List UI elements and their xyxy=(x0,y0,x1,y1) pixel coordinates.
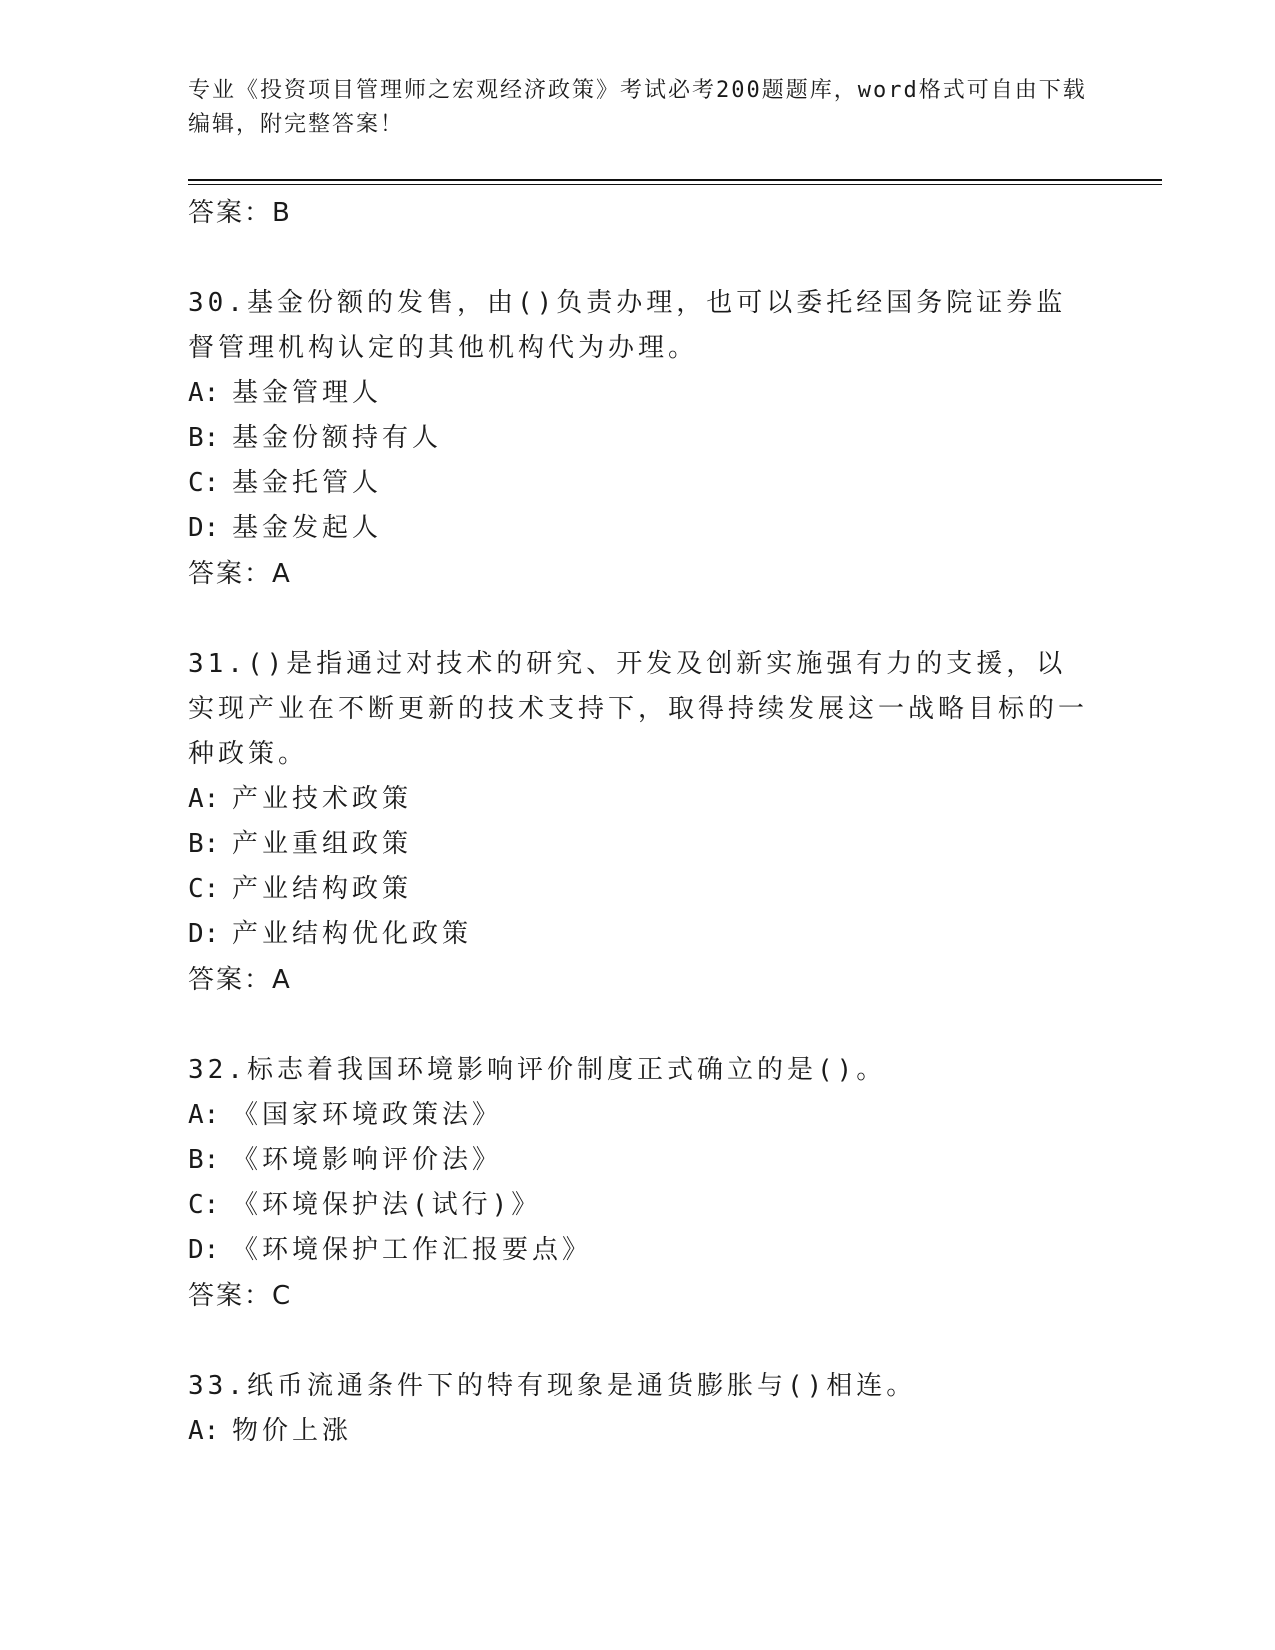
option-text: 《国家环境政策法》 xyxy=(232,1100,503,1130)
option-text: 基金份额持有人 xyxy=(232,423,443,453)
header-divider-thin xyxy=(188,184,1162,185)
option-letter: A: xyxy=(188,1100,220,1130)
option-letter: A: xyxy=(188,378,220,408)
option-d xyxy=(188,1228,1088,1273)
option-text: 产业技术政策 xyxy=(232,784,413,814)
option-b xyxy=(188,822,1088,867)
option-text: 《环境保护法(试行)》 xyxy=(232,1190,542,1220)
option-a xyxy=(188,777,1088,822)
option-text: 物价上涨 xyxy=(232,1416,353,1446)
option-a xyxy=(188,1409,1088,1454)
option-letter: B: xyxy=(188,829,220,859)
option-c xyxy=(188,461,1088,506)
option-letter: D: xyxy=(188,513,220,543)
option-text: 基金管理人 xyxy=(232,378,383,408)
option-text: 基金托管人 xyxy=(232,468,383,498)
option-text: 基金发起人 xyxy=(232,513,383,543)
option-d xyxy=(188,912,1088,957)
question-text: 31.()是指通过对技术的研究、开发及创新实施强有力的支援，以实现产业在不断更新的技术支持下，取得持续发展这一战略目标的一种政策。 xyxy=(188,649,1089,769)
answer-line: 答案：A xyxy=(188,965,292,995)
question-text: 32.标志着我国环境影响评价制度正式确立的是()。 xyxy=(188,1055,887,1085)
question-list xyxy=(188,190,1088,1454)
option-text: 产业重组政策 xyxy=(232,829,413,859)
option-letter: B: xyxy=(188,423,220,453)
question-block xyxy=(188,1048,1088,1319)
option-a xyxy=(188,1093,1088,1138)
option-letter: A: xyxy=(188,1416,220,1446)
option-text: 《环境保护工作汇报要点》 xyxy=(232,1235,593,1265)
option-letter: D: xyxy=(188,1235,220,1265)
header-divider-thick xyxy=(188,179,1162,181)
option-letter: A: xyxy=(188,784,220,814)
question-block xyxy=(188,642,1088,1003)
question-block xyxy=(188,1364,1088,1454)
option-letter: B: xyxy=(188,1145,220,1175)
option-letter: D: xyxy=(188,919,220,949)
option-b xyxy=(188,1138,1088,1183)
option-letter: C: xyxy=(188,1190,220,1220)
option-text: 《环境影响评价法》 xyxy=(232,1145,503,1175)
option-a xyxy=(188,371,1088,416)
answer-line: 答案：C xyxy=(188,1281,293,1311)
option-letter: C: xyxy=(188,874,220,904)
option-text: 产业结构政策 xyxy=(232,874,413,904)
option-text: 产业结构优化政策 xyxy=(232,919,473,949)
option-b xyxy=(188,416,1088,461)
question-text: 30.基金份额的发售，由()负责办理，也可以委托经国务院证券监督管理机构认定的其他机构代为办理。 xyxy=(188,288,1067,363)
option-d xyxy=(188,506,1088,551)
question-block xyxy=(188,281,1088,597)
option-letter: C: xyxy=(188,468,220,498)
answer-line: 答案：B xyxy=(188,198,292,228)
option-c xyxy=(188,1183,1088,1228)
question-text: 33.纸币流通条件下的特有现象是通货膨胀与()相连。 xyxy=(188,1371,917,1401)
option-c xyxy=(188,867,1088,912)
document-header: 专业《投资项目管理师之宏观经济政策》考试必考200题题库，word格式可自由下载编辑，附完整答案！ xyxy=(188,78,1087,137)
answer-line: 答案：A xyxy=(188,559,292,589)
